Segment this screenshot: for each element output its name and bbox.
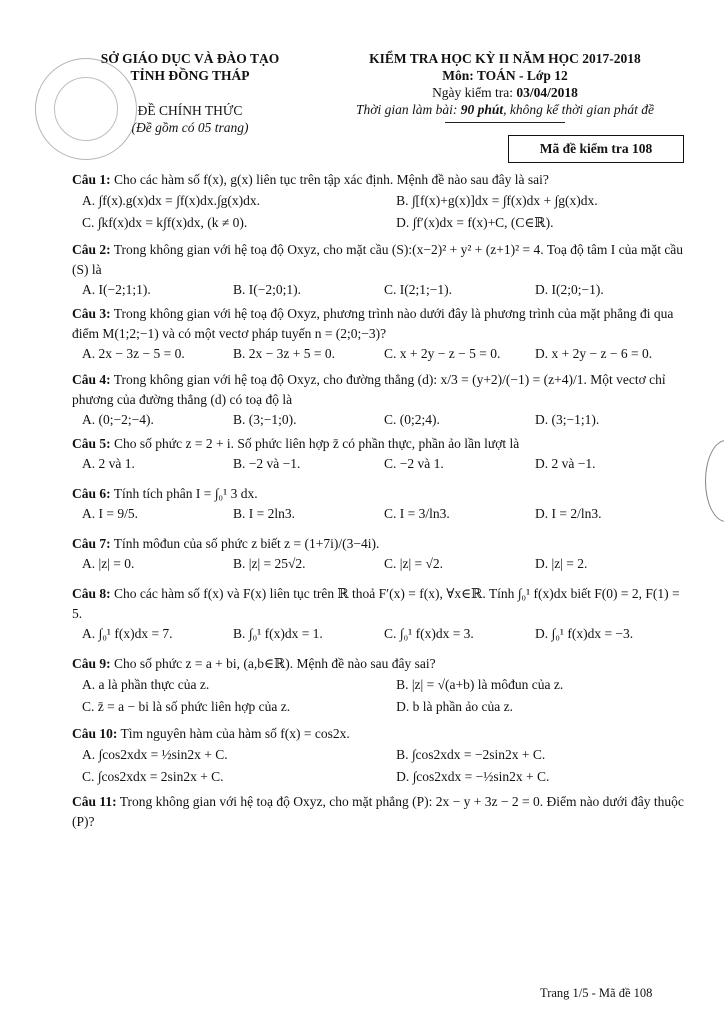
- question-label: Câu 6:: [72, 486, 111, 501]
- question-label: Câu 3:: [72, 306, 111, 321]
- answer-option: C. −2 và 1.: [384, 456, 444, 471]
- answer-option: A. ∫cos2xdx = ½sin2x + C.: [82, 747, 228, 762]
- answer-option: B. ∫[f(x)+g(x)]dx = ∫f(x)dx + ∫g(x)dx.: [396, 193, 598, 208]
- question-label: Câu 4:: [72, 372, 111, 387]
- question-6: [72, 484, 686, 524]
- subject-line: Môn: TOÁN - Lớp 12: [442, 68, 568, 83]
- answer-options: [72, 554, 686, 574]
- province-name: TỈNH ĐỒNG THÁP: [130, 68, 250, 83]
- answer-options: [72, 280, 686, 300]
- question-stem: [72, 170, 686, 190]
- exam-info-block: [320, 50, 690, 123]
- answer-options: [72, 410, 686, 430]
- answer-option: C. ∫kf(x)dx = k∫f(x)dx, (k ≠ 0).: [82, 215, 248, 230]
- header-divider: [445, 122, 565, 123]
- answer-options: [72, 624, 686, 644]
- answer-option: A. I = 9/5.: [82, 506, 138, 521]
- answer-option: B. I(−2;0;1).: [233, 282, 301, 297]
- answer-options: [72, 454, 686, 474]
- answer-option: B. I = 2ln3.: [233, 506, 295, 521]
- answer-option: D. (3;−1;1).: [535, 412, 600, 427]
- question-stem: [72, 534, 686, 554]
- question-label: Câu 10:: [72, 726, 118, 741]
- answer-options: [72, 190, 686, 234]
- answer-options: [72, 504, 686, 524]
- question-text: Trong không gian với hệ toạ độ Oxyz, cho mặt cầu (S):(x−2)² + y² + (z+1)² = 4. Toạ độ tâm I của mặt cầu (S) là: [72, 242, 684, 277]
- question-4: [72, 370, 686, 430]
- question-3: [72, 304, 686, 364]
- question-stem: [72, 240, 686, 280]
- question-text: Tìm nguyên hàm của hàm số f(x) = cos2x.: [117, 726, 350, 741]
- question-stem: [72, 792, 686, 832]
- answer-option: B. ∫₀¹ f(x)dx = 1.: [233, 626, 323, 641]
- question-stem: [72, 304, 686, 344]
- time-note: Thời gian làm bài: 90 phút, không kể thời gian phát đề: [356, 102, 654, 117]
- answer-option: D. I = 2/ln3.: [535, 506, 602, 521]
- answer-option: D. 2 và −1.: [535, 456, 596, 471]
- answer-option: C. ∫cos2xdx = 2sin2x + C.: [82, 769, 224, 784]
- question-9: [72, 654, 686, 718]
- answer-option: C. x + 2y − z − 5 = 0.: [384, 346, 501, 361]
- question-stem: [72, 724, 686, 744]
- answer-option: B. 2x − 3z + 5 = 0.: [233, 346, 335, 361]
- question-stem: [72, 370, 686, 410]
- page-footer: Trang 1/5 - Mã đề 108: [540, 986, 653, 1000]
- answer-option: D. I(2;0;−1).: [535, 282, 604, 297]
- answer-option: D. b là phần ảo của z.: [396, 699, 514, 714]
- question-stem: [72, 434, 686, 454]
- answer-option: D. x + 2y − z − 6 = 0.: [535, 346, 653, 361]
- answer-option: C. I(2;1;−1).: [384, 282, 452, 297]
- answer-option: A. |z| = 0.: [82, 556, 135, 571]
- question-label: Câu 1:: [72, 172, 111, 187]
- question-text: Trong không gian với hệ toạ độ Oxyz, cho mặt phẳng (P): 2x − y + 3z − 2 = 0. Điểm nào dưới đây thuộc (P)?: [72, 794, 684, 829]
- answer-option: D. ∫f′(x)dx = f(x)+C, (C∈ℝ).: [396, 215, 554, 230]
- question-text: Cho số phức z = a + bi, (a,b∈ℝ). Mệnh đề nào sau đây sai?: [110, 656, 436, 671]
- answer-option: D. |z| = 2.: [535, 556, 588, 571]
- question-8: [72, 584, 686, 644]
- answer-options: [72, 744, 686, 788]
- question-1: [72, 170, 686, 234]
- question-label: Câu 9:: [72, 656, 111, 671]
- pages-note: (Đề gồm có 05 trang): [131, 120, 249, 135]
- answer-option: C. z̄ = a − bi là số phức liên hợp của z.: [82, 699, 291, 714]
- answer-option: D. ∫cos2xdx = −½sin2x + C.: [396, 769, 550, 784]
- answer-option: B. |z| = 25√2.: [233, 556, 306, 571]
- question-text: Cho số phức z = 2 + i. Số phức liên hợp z̄ có phần thực, phần ảo lần lượt là: [110, 436, 520, 451]
- answer-option: C. ∫₀¹ f(x)dx = 3.: [384, 626, 474, 641]
- question-text: Cho các hàm số f(x) và F(x) liên tục trên ℝ thoả F′(x) = f(x), ∀x∈ℝ. Tính ∫₀¹ f(x)dx biết F(0) = 2, F(1) = 5.: [72, 586, 680, 621]
- answer-option: C. (0;2;4).: [384, 412, 440, 427]
- answer-option: A. ∫f(x).g(x)dx = ∫f(x)dx.∫g(x)dx.: [82, 193, 261, 208]
- answer-option: C. |z| = √2.: [384, 556, 444, 571]
- question-11: [72, 792, 686, 832]
- question-text: Tính môđun của số phức z biết z = (1+7i)/(3−4i).: [110, 536, 380, 551]
- answer-options: [72, 344, 686, 364]
- answer-option: A. 2 và 1.: [82, 456, 135, 471]
- official-label: ĐỀ CHÍNH THỨC: [137, 103, 243, 118]
- answer-option: C. I = 3/ln3.: [384, 506, 450, 521]
- question-5: [72, 434, 686, 474]
- question-stem: [72, 654, 686, 674]
- question-label: Câu 11:: [72, 794, 117, 809]
- answer-option: D. ∫₀¹ f(x)dx = −3.: [535, 626, 634, 641]
- question-7: [72, 534, 686, 574]
- answer-option: B. ∫cos2xdx = −2sin2x + C.: [396, 747, 546, 762]
- answer-option: A. 2x − 3z − 5 = 0.: [82, 346, 185, 361]
- exam-date: Ngày kiểm tra: 03/04/2018: [432, 85, 578, 100]
- question-stem: [72, 584, 686, 624]
- question-label: Câu 2:: [72, 242, 111, 257]
- answer-options: [72, 674, 686, 718]
- department-name: SỞ GIÁO DỤC VÀ ĐÀO TẠO: [100, 51, 280, 66]
- answer-option: A. I(−2;1;1).: [82, 282, 151, 297]
- answer-option: A. a là phần thực của z.: [82, 677, 210, 692]
- question-label: Câu 7:: [72, 536, 111, 551]
- question-2: [72, 240, 686, 300]
- exam-code-box: Mã đề kiểm tra 108: [508, 135, 684, 163]
- question-label: Câu 8:: [72, 586, 111, 601]
- answer-option: A. ∫₀¹ f(x)dx = 7.: [82, 626, 173, 641]
- answer-option: A. (0;−2;−4).: [82, 412, 154, 427]
- question-10: [72, 724, 686, 788]
- page-edge-stamp: [705, 440, 724, 522]
- question-list: [72, 166, 686, 832]
- department-block: [70, 50, 310, 136]
- question-label: Câu 5:: [72, 436, 111, 451]
- answer-option: B. (3;−1;0).: [233, 412, 297, 427]
- answer-option: B. −2 và −1.: [233, 456, 301, 471]
- question-text: Trong không gian với hệ toạ độ Oxyz, cho đường thẳng (d): x/3 = (y+2)/(−1) = (z+4)/1. Một vectơ chỉ phương của đường thẳng (d) có toạ độ là: [72, 372, 666, 407]
- question-text: Trong không gian với hệ toạ độ Oxyz, phương trình nào dưới đây là phương trình của mặt phẳng đi qua điểm M(1;2;−1) và có một vectơ pháp tuyến n = (2;0;−3)?: [72, 306, 674, 341]
- answer-option: B. |z| = √(a+b) là môđun của z.: [396, 677, 564, 692]
- question-stem: [72, 484, 686, 504]
- question-text: Tính tích phân I = ∫₀¹ 3 dx.: [110, 486, 258, 501]
- exam-title: KIỂM TRA HỌC KỲ II NĂM HỌC 2017-2018: [369, 51, 641, 66]
- question-text: Cho các hàm số f(x), g(x) liên tục trên tập xác định. Mệnh đề nào sau đây là sai?: [110, 172, 549, 187]
